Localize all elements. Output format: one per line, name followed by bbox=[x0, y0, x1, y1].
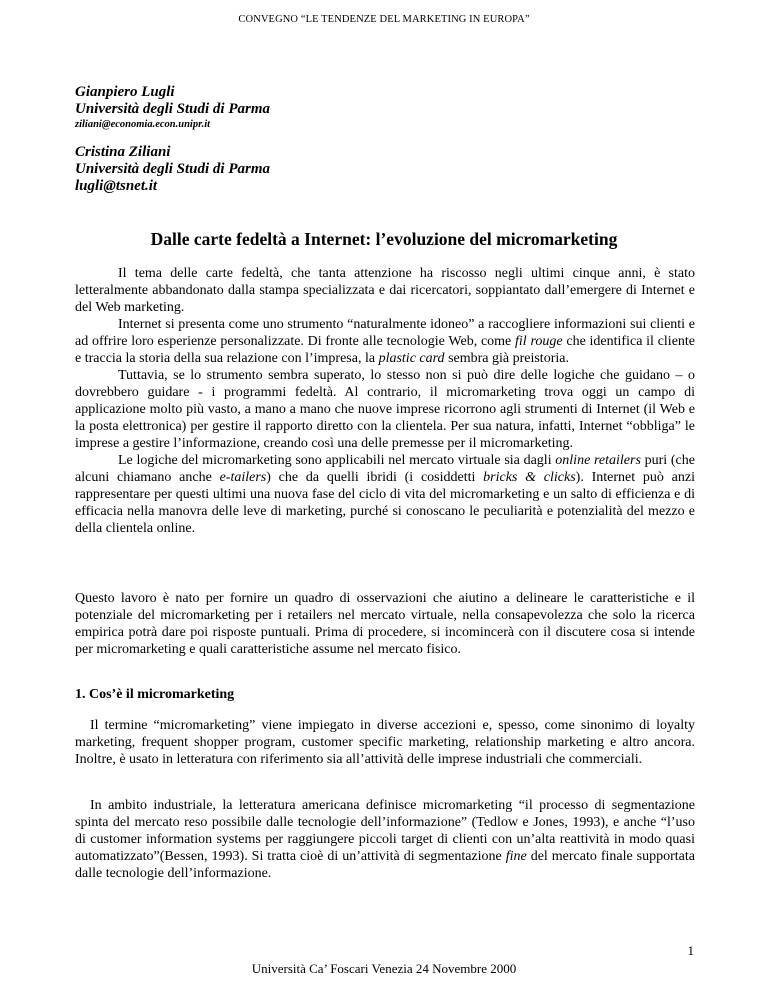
paragraph: Tuttavia, se lo strumento sembra superato, lo stesso non si può dire delle logiche che guidano – o dovrebbero guidare - i programmi fedeltà. Al contrario, il micromarketing trova oggi un campo di applicazione molto più vasto, a mano a mano che nuove imprese ricorrono agli strumenti di Internet (il Web e la posta elettronica) per gestire il rapporto diretto con la clientela. Per sua natura, infatti, Internet “obbliga” le imprese a gestire l’informazione, creando così una delle premesse per il micromarketing. bbox=[75, 368, 695, 451]
paragraph: Internet si presenta come uno strumento “naturalmente idoneo” a raccogliere informazioni sui clienti e ad offrire loro esperienze personalizzate. Di fronte alle tecnologie Web, come fil rouge che identifica il cliente e traccia la storia della sua relazione con l’impresa, la plastic card sembra già preistoria. bbox=[75, 317, 696, 366]
author-block-2 bbox=[75, 144, 270, 195]
emphasis: fine bbox=[505, 849, 527, 864]
running-header-title: CONVEGNO “LE TENDENZE DEL MARKETING IN EUROPA” bbox=[238, 14, 530, 25]
author-name: Cristina Ziliani bbox=[75, 144, 171, 160]
section1-paragraph-2 bbox=[75, 797, 695, 882]
author-affiliation: Università degli Studi di Parma bbox=[75, 101, 271, 117]
document-title: Dalle carte fedeltà a Internet: l’evoluzione del micromarketing bbox=[150, 229, 618, 249]
author-block-1 bbox=[75, 84, 270, 132]
paragraph: Questo lavoro è nato per fornire un quadro di osservazioni che aiutino a delineare le caratteristiche e il potenziale del micromarketing per i retailers nel mercato virtuale, nella consapevolezza che solo la ricerca empirica potrà dare poi risposte puntuali. Prima di procedere, si incomincerà con il discutere cosa si intende per micromarketing e quali caratteristiche assume nel mercato fisico. bbox=[75, 591, 695, 657]
author-email: lugli@tsnet.it bbox=[75, 178, 158, 194]
emphasis: plastic card bbox=[378, 351, 445, 366]
emphasis: bricks & clicks bbox=[483, 470, 576, 485]
section-heading: 1. Cos’è il micromarketing bbox=[75, 687, 235, 702]
author-email: ziliani@economia.econ.unipr.it bbox=[75, 119, 211, 130]
emphasis: online retailers bbox=[555, 453, 641, 468]
page-footer: Università Ca’ Foscari Venezia 24 Novembre 2000 bbox=[251, 961, 517, 976]
author-name: Gianpiero Lugli bbox=[75, 84, 175, 100]
paragraph: Il tema delle carte fedeltà, che tanta attenzione ha riscosso negli ultimi cinque anni, è stato letteralmente abbandonato dalla stampa specializzata e dai ricercatori, soppiantato dall’emergere di Internet e del Web marketing. bbox=[75, 266, 695, 315]
paragraph: In ambito industriale, la letteratura americana definisce micromarketing “il processo di segmentazione spinta del mercato reso possibile dalle tecnologie dell’informazione” (Tedlow e Jones, 1993), e anche “l’uso di customer information systems per raggiungere piccoli target di clienti con un’alta reattività in modo quasi automatizzato”(Bessen, 1993). Si tratta cioè di un’attività di segmentazione fine del mercato finale supportata dalle tecnologie dell’informazione. bbox=[75, 798, 695, 881]
purpose-section bbox=[75, 590, 695, 658]
page-number: 1 bbox=[687, 943, 694, 958]
paragraph: Le logiche del micromarketing sono applicabili nel mercato virtuale sia dagli online retailers puri (che alcuni chiamano anche e-tailers) che da quelli ibridi (i cosiddetti bricks & clicks). Internet può anzi rappresentare per questi ultimi una nuova fase del ciclo di vita del micromarketing e un salto di efficienza e di efficacia nella manovra delle leve di marketing, purché si conoscano le peculiarità e potenzialità del mezzo e della clientela online. bbox=[75, 453, 695, 536]
running-header bbox=[0, 14, 768, 25]
emphasis: e-tailers bbox=[219, 470, 267, 485]
paragraph: Il termine “micromarketing” viene impiegato in diverse accezioni e, spesso, come sinonimo di loyalty marketing, frequent shopper program, customer specific marketing, relationship marketing e altro ancora. Inoltre, è usato in letteratura con riferimento sia all’attività delle imprese industriali che commerciali. bbox=[75, 718, 695, 767]
emphasis: fil rouge bbox=[515, 334, 563, 349]
author-affiliation: Università degli Studi di Parma bbox=[75, 161, 271, 177]
intro-section bbox=[75, 265, 695, 537]
section1-paragraph-1 bbox=[75, 717, 695, 768]
